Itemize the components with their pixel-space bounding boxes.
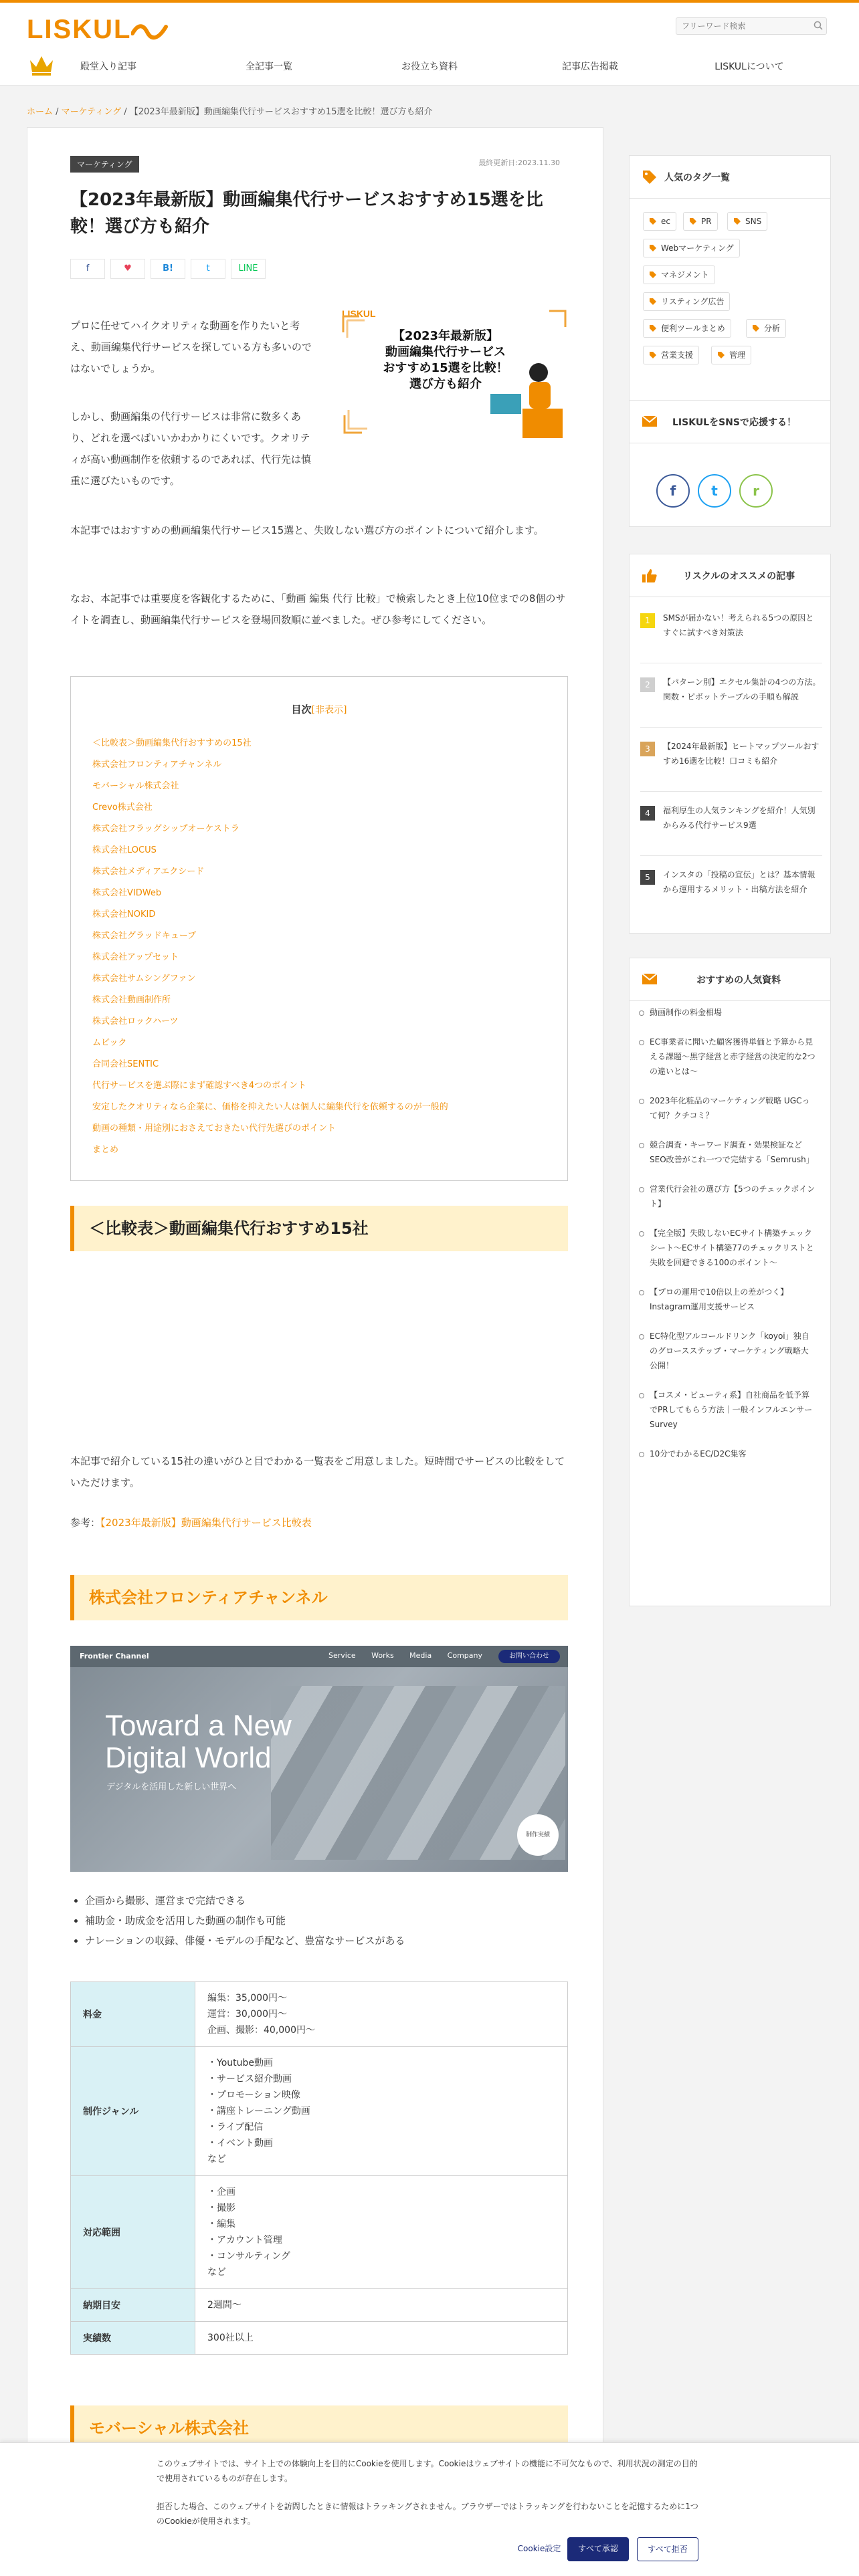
- toc-item[interactable]: 株式会社グラッドキューブ: [92, 931, 197, 941]
- intro-paragraph-3: 本記事ではおすすめの動画編集代行サービス15選と、失敗しない選び方のポイントについて紹介します。: [70, 524, 544, 536]
- ranking-item[interactable]: [640, 803, 822, 857]
- site-logo[interactable]: LISKUL: [27, 15, 132, 44]
- tag-item[interactable]: [643, 212, 676, 231]
- share-line-button[interactable]: LINE: [231, 259, 266, 279]
- screenshot-brand: Frontier Channel: [80, 1652, 149, 1660]
- cookie-accept-button[interactable]: すべて承認: [567, 2537, 629, 2561]
- hero-line-1: 【2023年最新版】: [392, 329, 499, 343]
- site-header: [0, 3, 859, 47]
- twitter-icon[interactable]: t: [698, 474, 731, 508]
- toc-item[interactable]: 株式会社LOCUS: [92, 845, 157, 855]
- toc-item[interactable]: 株式会社VIDWeb: [92, 888, 162, 898]
- tags-title: 人気のタグ一覧: [664, 173, 730, 183]
- cookie-text-1: このウェブサイトでは、サイト上での体験向上を目的にCookieを使用します。Cookieはウェブサイトの機能に不可欠なもので、利用状況の測定の目的で使用されているものが存在します。: [157, 2459, 698, 2483]
- nav-about[interactable]: LISKULについて: [714, 62, 784, 72]
- nav-resources[interactable]: お役立ち資料: [401, 62, 458, 72]
- divider: [640, 855, 822, 856]
- tag-label: 分析: [764, 324, 781, 333]
- divider: [640, 791, 822, 792]
- rank-title: SMSが届かない！考えられる5つの原因とすぐに試すべき対策法: [663, 613, 814, 637]
- document-item[interactable]: EC特化型アルコールドリンク「koyoi」独自のグロースステップ・マーケティング戦略大公開！: [639, 1329, 816, 1373]
- cookie-settings-button[interactable]: Cookie設定: [517, 2544, 561, 2553]
- toc-item[interactable]: まとめ: [92, 1145, 119, 1155]
- spec-value: ・企画 ・撮影 ・編集 ・アカウント管理 ・コンサルティング など: [195, 2176, 568, 2289]
- thumbs-up-icon: [642, 568, 658, 584]
- screenshot-badge: 制作実績: [517, 1814, 559, 1856]
- screenshot-menu-works: Works: [371, 1651, 394, 1660]
- reference-label: 参考：: [70, 1517, 101, 1529]
- hero-brand: LISKUL: [342, 308, 376, 319]
- tag-icon: [649, 244, 657, 252]
- hero-line-4: 選び方も紹介: [409, 377, 482, 391]
- feature-item: • 補助金・助成金を活用した動画の制作も可能: [85, 1911, 405, 1931]
- toc-item[interactable]: 合同会社SENTIC: [92, 1059, 159, 1069]
- tag-item[interactable]: [727, 212, 767, 231]
- reference-line: [70, 1512, 568, 1533]
- tag-item[interactable]: [643, 319, 731, 338]
- rank-title: 福利厚生の人気ランキングを紹介！人気別からみる代行サービス9選: [663, 806, 816, 830]
- section-heading-compare: ＜比較表＞動画編集代行おすすめ15社: [70, 1206, 568, 1251]
- category-badge[interactable]: マーケティング: [70, 156, 139, 173]
- updated-date: 最終更新日:2023.11.30: [478, 158, 560, 167]
- document-item[interactable]: 2023年化粧品のマーケティング戦略 UGCって何？クチコミ？: [639, 1093, 816, 1123]
- document-item[interactable]: 競合調査・キーワード調査・効果検証などSEO改善がこれ一つで完結する「Semrush」: [639, 1138, 816, 1167]
- share-twitter-button[interactable]: t: [191, 259, 225, 279]
- section-heading-mobershal: モバーシャル株式会社: [70, 2405, 568, 2451]
- feature-item: • ナレーションの収録、俳優・モデルの手配など、豊富なサービスがある: [85, 1931, 405, 1951]
- spec-key: 料金: [71, 1982, 195, 2047]
- tag-item[interactable]: [746, 319, 786, 338]
- rank-title: インスタの「投稿の宣伝」とは？基本情報から運用するメリット・出稿方法を紹介: [663, 870, 816, 894]
- compare-paragraph: 本記事で紹介している15社の違いがひと目でわかる一覧表をご用意しました。短時間でサービスの比較をしていただけます。: [70, 1455, 565, 1489]
- breadcrumb-category[interactable]: マーケティング: [61, 107, 122, 117]
- toc-item[interactable]: ムビック: [92, 1038, 127, 1048]
- screenshot-menu-company: Company: [447, 1651, 482, 1660]
- screenshot-cta: お問い合わせ: [498, 1650, 560, 1663]
- tag-label: リスティング広告: [661, 297, 725, 306]
- toc-item[interactable]: 安定したクオリティなら企業に、価格を抑えたい人は個人に編集代行を依頼するのが一般的: [92, 1102, 448, 1112]
- spec-value: 2週間〜: [195, 2289, 568, 2322]
- tag-label: PR: [701, 217, 712, 226]
- spec-value: 編集：35,000円〜 運営：30,000円〜 企画、撮影：40,000円〜: [195, 1982, 568, 2047]
- breadcrumb-home[interactable]: ホーム: [27, 107, 54, 117]
- nav-ad-posting[interactable]: 記事広告掲載: [562, 62, 618, 72]
- section-heading-frontier: 株式会社フロンティアチャンネル: [70, 1575, 568, 1620]
- ranking-item[interactable]: [640, 739, 822, 792]
- screenshot-headline-1: Toward a New: [105, 1709, 292, 1742]
- sidebar-tags: [629, 155, 831, 436]
- toc-item[interactable]: Crevo株式会社: [92, 802, 153, 813]
- hero-line-2: 動画編集代行サービス: [385, 345, 506, 359]
- share-pocket-button[interactable]: ♥: [110, 259, 145, 279]
- intro-paragraph-1: プロに任せてハイクオリティな動画を作りたいと考え、動画編集代行サービスを探している方も多いのではないでしょうか。: [70, 320, 312, 374]
- rank-number: 1: [640, 613, 655, 628]
- mail-icon: [642, 972, 658, 986]
- breadcrumb: ホーム / マーケティング / 【2023年最新版】動画編集代行サービスおすすめ15選を比較！選び方も紹介: [27, 107, 433, 117]
- divider: [640, 727, 822, 728]
- document-item[interactable]: 【プロの運用で10倍以上の差がつく】Instagram運用支援サービス: [639, 1285, 816, 1314]
- table-row: [71, 2047, 568, 2176]
- table-row: [71, 1982, 568, 2047]
- rank-number: 5: [640, 870, 655, 885]
- tag-icon: [649, 271, 657, 279]
- spec-key: 制作ジャンル: [71, 2047, 195, 2176]
- toc-item[interactable]: ＜比較表＞動画編集代行おすすめの15社: [92, 738, 252, 748]
- document-item[interactable]: EC事業者に聞いた顧客獲得単価と予算から見える課題〜黒字経営と赤字経営の決定的な2つの違いとは〜: [639, 1035, 816, 1079]
- sns-title: LISKULをSNSで応援する！: [672, 417, 796, 428]
- frontier-features: [70, 1891, 405, 1951]
- tag-item[interactable]: [643, 265, 715, 284]
- toc-item[interactable]: 動画の種類・用途別におさえておきたい代行先選びのポイント: [92, 1123, 337, 1134]
- document-item[interactable]: 動画制作の料金相場: [639, 1005, 816, 1020]
- tag-icon: [689, 217, 697, 225]
- tag-label: Webマーケティング: [661, 243, 734, 253]
- screenshot-headline-2: Digital World: [105, 1741, 272, 1774]
- screenshot-menu-media: Media: [409, 1651, 432, 1660]
- sidebar-ranking: [629, 554, 831, 934]
- screenshot-subtitle: デジタルを活用した新しい世界へ: [106, 1782, 237, 1792]
- mail-icon: [642, 414, 658, 429]
- frontier-screenshot: [70, 1646, 568, 1872]
- documents-list: [639, 1005, 816, 1476]
- spec-key: 対応範囲: [71, 2176, 195, 2289]
- toc-item[interactable]: 株式会社フラッグシップオーケストラ: [92, 824, 240, 834]
- intro-paragraph-2: しかし、動画編集の代行サービスは非常に数多くあり、どれを選べばいいかわかりにくいです。クオリティが高い動画制作を依頼するのであれば、代行先は慎重に選びたいものです。: [70, 411, 312, 487]
- sidebar-documents: [629, 958, 831, 1606]
- search-input[interactable]: [676, 17, 827, 35]
- cookie-reject-button[interactable]: すべて拒否: [637, 2537, 698, 2561]
- document-item[interactable]: 10分でわかるEC/D2C集客: [639, 1446, 816, 1461]
- frontier-spec-table: [70, 1981, 568, 2355]
- spec-key: 納期目安: [71, 2289, 195, 2322]
- facebook-icon[interactable]: f: [656, 474, 690, 508]
- tag-item[interactable]: [683, 212, 718, 231]
- article-main: [27, 127, 603, 2576]
- toc-item[interactable]: 株式会社メディアエクシード: [92, 867, 205, 877]
- search-icon[interactable]: [814, 21, 823, 30]
- tag-item[interactable]: [643, 239, 740, 257]
- toc-item[interactable]: モバーシャル株式会社: [92, 781, 179, 791]
- tag-item[interactable]: [643, 346, 699, 364]
- share-hatena-button[interactable]: B!: [151, 259, 185, 279]
- tag-icon: [649, 298, 657, 306]
- toc-item[interactable]: 株式会社サムシングファン: [92, 974, 196, 984]
- cookie-banner: [0, 2442, 859, 2576]
- table-row: [71, 2176, 568, 2289]
- ranking-item[interactable]: [640, 611, 822, 664]
- tag-item[interactable]: [643, 292, 730, 311]
- toc-item[interactable]: 代行サービスを選ぶ際にまず確認すべき4つのポイント: [92, 1081, 307, 1091]
- toc-item[interactable]: 株式会社動画制作所: [92, 995, 171, 1005]
- toc-item[interactable]: 株式会社ロックハーツ: [92, 1016, 179, 1027]
- toc-title: 目次: [291, 704, 312, 716]
- documents-title: おすすめの人気資料: [696, 975, 781, 986]
- hero-line-3: おすすめ15選を比較！: [383, 361, 508, 375]
- tag-icon: [733, 217, 741, 225]
- ranking-item[interactable]: [640, 675, 822, 728]
- nav-hall-of-fame[interactable]: 殿堂入り記事: [80, 62, 136, 72]
- rank-number: 3: [640, 742, 655, 756]
- table-of-contents: [70, 676, 568, 1181]
- breadcrumb-current: 【2023年最新版】動画編集代行サービスおすすめ15選を比較！選び方も紹介: [129, 107, 433, 117]
- tag-icon: [649, 324, 657, 332]
- feature-item: • 企画から撮影、運営まで完結できる: [85, 1891, 405, 1911]
- tag-label: 便利ツールまとめ: [661, 324, 725, 333]
- rss-icon[interactable]: r: [739, 474, 773, 508]
- rank-number: 4: [640, 806, 655, 821]
- hero-image: [342, 308, 568, 438]
- tag-label: ec: [661, 217, 670, 226]
- rank-title: 【2024年最新版】ヒートマップツールおすすめ16選を比較！口コミも紹介: [663, 742, 820, 766]
- tag-label: SNS: [745, 217, 762, 226]
- toc-list: [92, 733, 448, 1161]
- toc-item[interactable]: 株式会社NOKID: [92, 909, 156, 920]
- toc-item[interactable]: 株式会社アップセット: [92, 952, 179, 962]
- tag-label: 営業支援: [661, 350, 694, 360]
- document-item[interactable]: 【コスメ・ビューティ系】自社商品を低予算でPRしてもらう方法｜一般インフルエンサーSurvey: [639, 1388, 816, 1432]
- main-nav: [0, 47, 859, 86]
- tag-label: 管理: [729, 350, 746, 360]
- reference-link[interactable]: 【2023年最新版】動画編集代行サービス比較表: [100, 1517, 312, 1529]
- logo-wave-icon: [131, 23, 169, 40]
- tag-icon: [752, 324, 760, 332]
- ranking-title: リスクルのオススメの記事: [683, 571, 795, 582]
- cookie-text-2: 拒否した場合、このウェブサイトを訪問したときに情報はトラッキングされません。ブラウザーではトラッキングを行わないことを記憶するために1つのCookieが使用されます。: [157, 2502, 698, 2526]
- document-item[interactable]: 営業代行会社の選び方【5つのチェックポイント】: [639, 1182, 816, 1211]
- page-title: 【2023年最新版】動画編集代行サービスおすすめ15選を比較！選び方も紹介: [70, 190, 543, 237]
- toc-item[interactable]: 株式会社フロンティアチャンネル: [92, 760, 222, 770]
- tag-icon: [649, 351, 657, 359]
- screenshot-menu-service: Service: [328, 1651, 356, 1660]
- rank-number: 2: [640, 677, 655, 692]
- rank-title: 【パターン別】エクセル集計の4つの方法。関数・ピボットテーブルの手順も解説: [663, 677, 821, 702]
- sidebar-sns: [629, 400, 831, 527]
- spec-value: 300社以上: [195, 2322, 568, 2355]
- nav-all-articles[interactable]: 全記事一覧: [246, 62, 292, 72]
- document-item[interactable]: 【完全版】失敗しないECサイト構築チェックシート〜ECサイト構築77のチェックリストと失敗を回避できる100のポイント〜: [639, 1226, 816, 1270]
- intro-paragraph-4: なお、本記事では重要度を客観化するために、「動画 編集 代行 比較」で検索したとき上位10位までの8個のサイトを調査し、動画編集代行サービスを登場回数順に並べました。ぜひ参考にしてください。: [70, 593, 566, 626]
- tag-icon: [649, 217, 657, 225]
- table-row: [71, 2322, 568, 2355]
- spec-value: ・Youtube動画 ・サービス紹介動画 ・プロモーション映像 ・講座トレーニング動画 ・ライブ配信 ・イベント動画 など: [195, 2047, 568, 2176]
- ranking-item[interactable]: [640, 867, 822, 921]
- tag-item[interactable]: [711, 346, 751, 364]
- tag-icon: [717, 351, 725, 359]
- tag-icon: [642, 169, 658, 185]
- share-facebook-button[interactable]: f: [70, 259, 105, 279]
- tag-label: マネジメント: [661, 270, 709, 280]
- table-row: [71, 2289, 568, 2322]
- toc-toggle[interactable]: [非表示]: [311, 705, 347, 716]
- spec-key: 実績数: [71, 2322, 195, 2355]
